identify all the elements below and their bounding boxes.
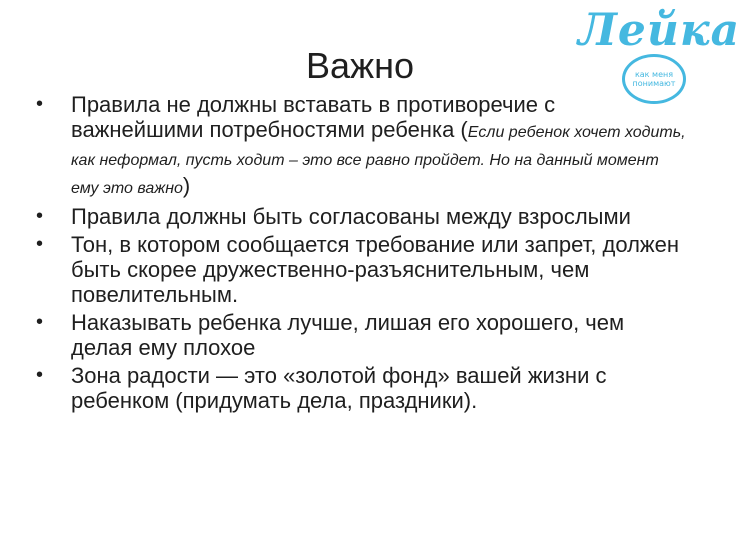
bullet-note: Если ребенок хочет ходить, как неформал, пусть ходит – это все равно пройдет. Но на данный момент ему это важно xyxy=(71,124,686,197)
slide-title: Важно xyxy=(305,45,415,86)
bullet-marker: • xyxy=(36,364,44,386)
bullet-text: Правила не должны вставать в противоречие с важнейшими потребностями ребенка ( xyxy=(71,92,556,142)
bullet-item xyxy=(36,204,686,229)
bullet-text: Зона радости — это «золотой фонд» вашей жизни с ребенком (придумать дела, праздники). xyxy=(71,363,607,413)
bullet-close-paren: ) xyxy=(182,173,191,198)
bullet-item xyxy=(36,310,686,360)
bullet-item xyxy=(36,232,686,307)
logo xyxy=(578,4,740,100)
logo-wordmark: Лейка xyxy=(578,5,740,56)
bullet-list xyxy=(36,92,686,416)
bullet-marker: • xyxy=(36,311,44,333)
bullet-marker: • xyxy=(36,233,44,255)
bullet-text: Правила должны быть согласованы между взрослыми xyxy=(71,204,631,229)
logo-badge-text: как меня понимают xyxy=(632,70,676,88)
bullet-item xyxy=(36,92,686,201)
bullet-marker: • xyxy=(36,205,44,227)
bullet-text: Наказывать ребенка лучше, лишая его хорошего, чем делая ему плохое xyxy=(71,310,625,360)
bullet-item xyxy=(36,363,686,413)
bullet-text: Тон, в котором сообщается требование или запрет, должен быть скорее дружественно‑разъяснительным, чем повелительным. xyxy=(71,232,680,307)
bullet-marker: • xyxy=(36,93,44,115)
